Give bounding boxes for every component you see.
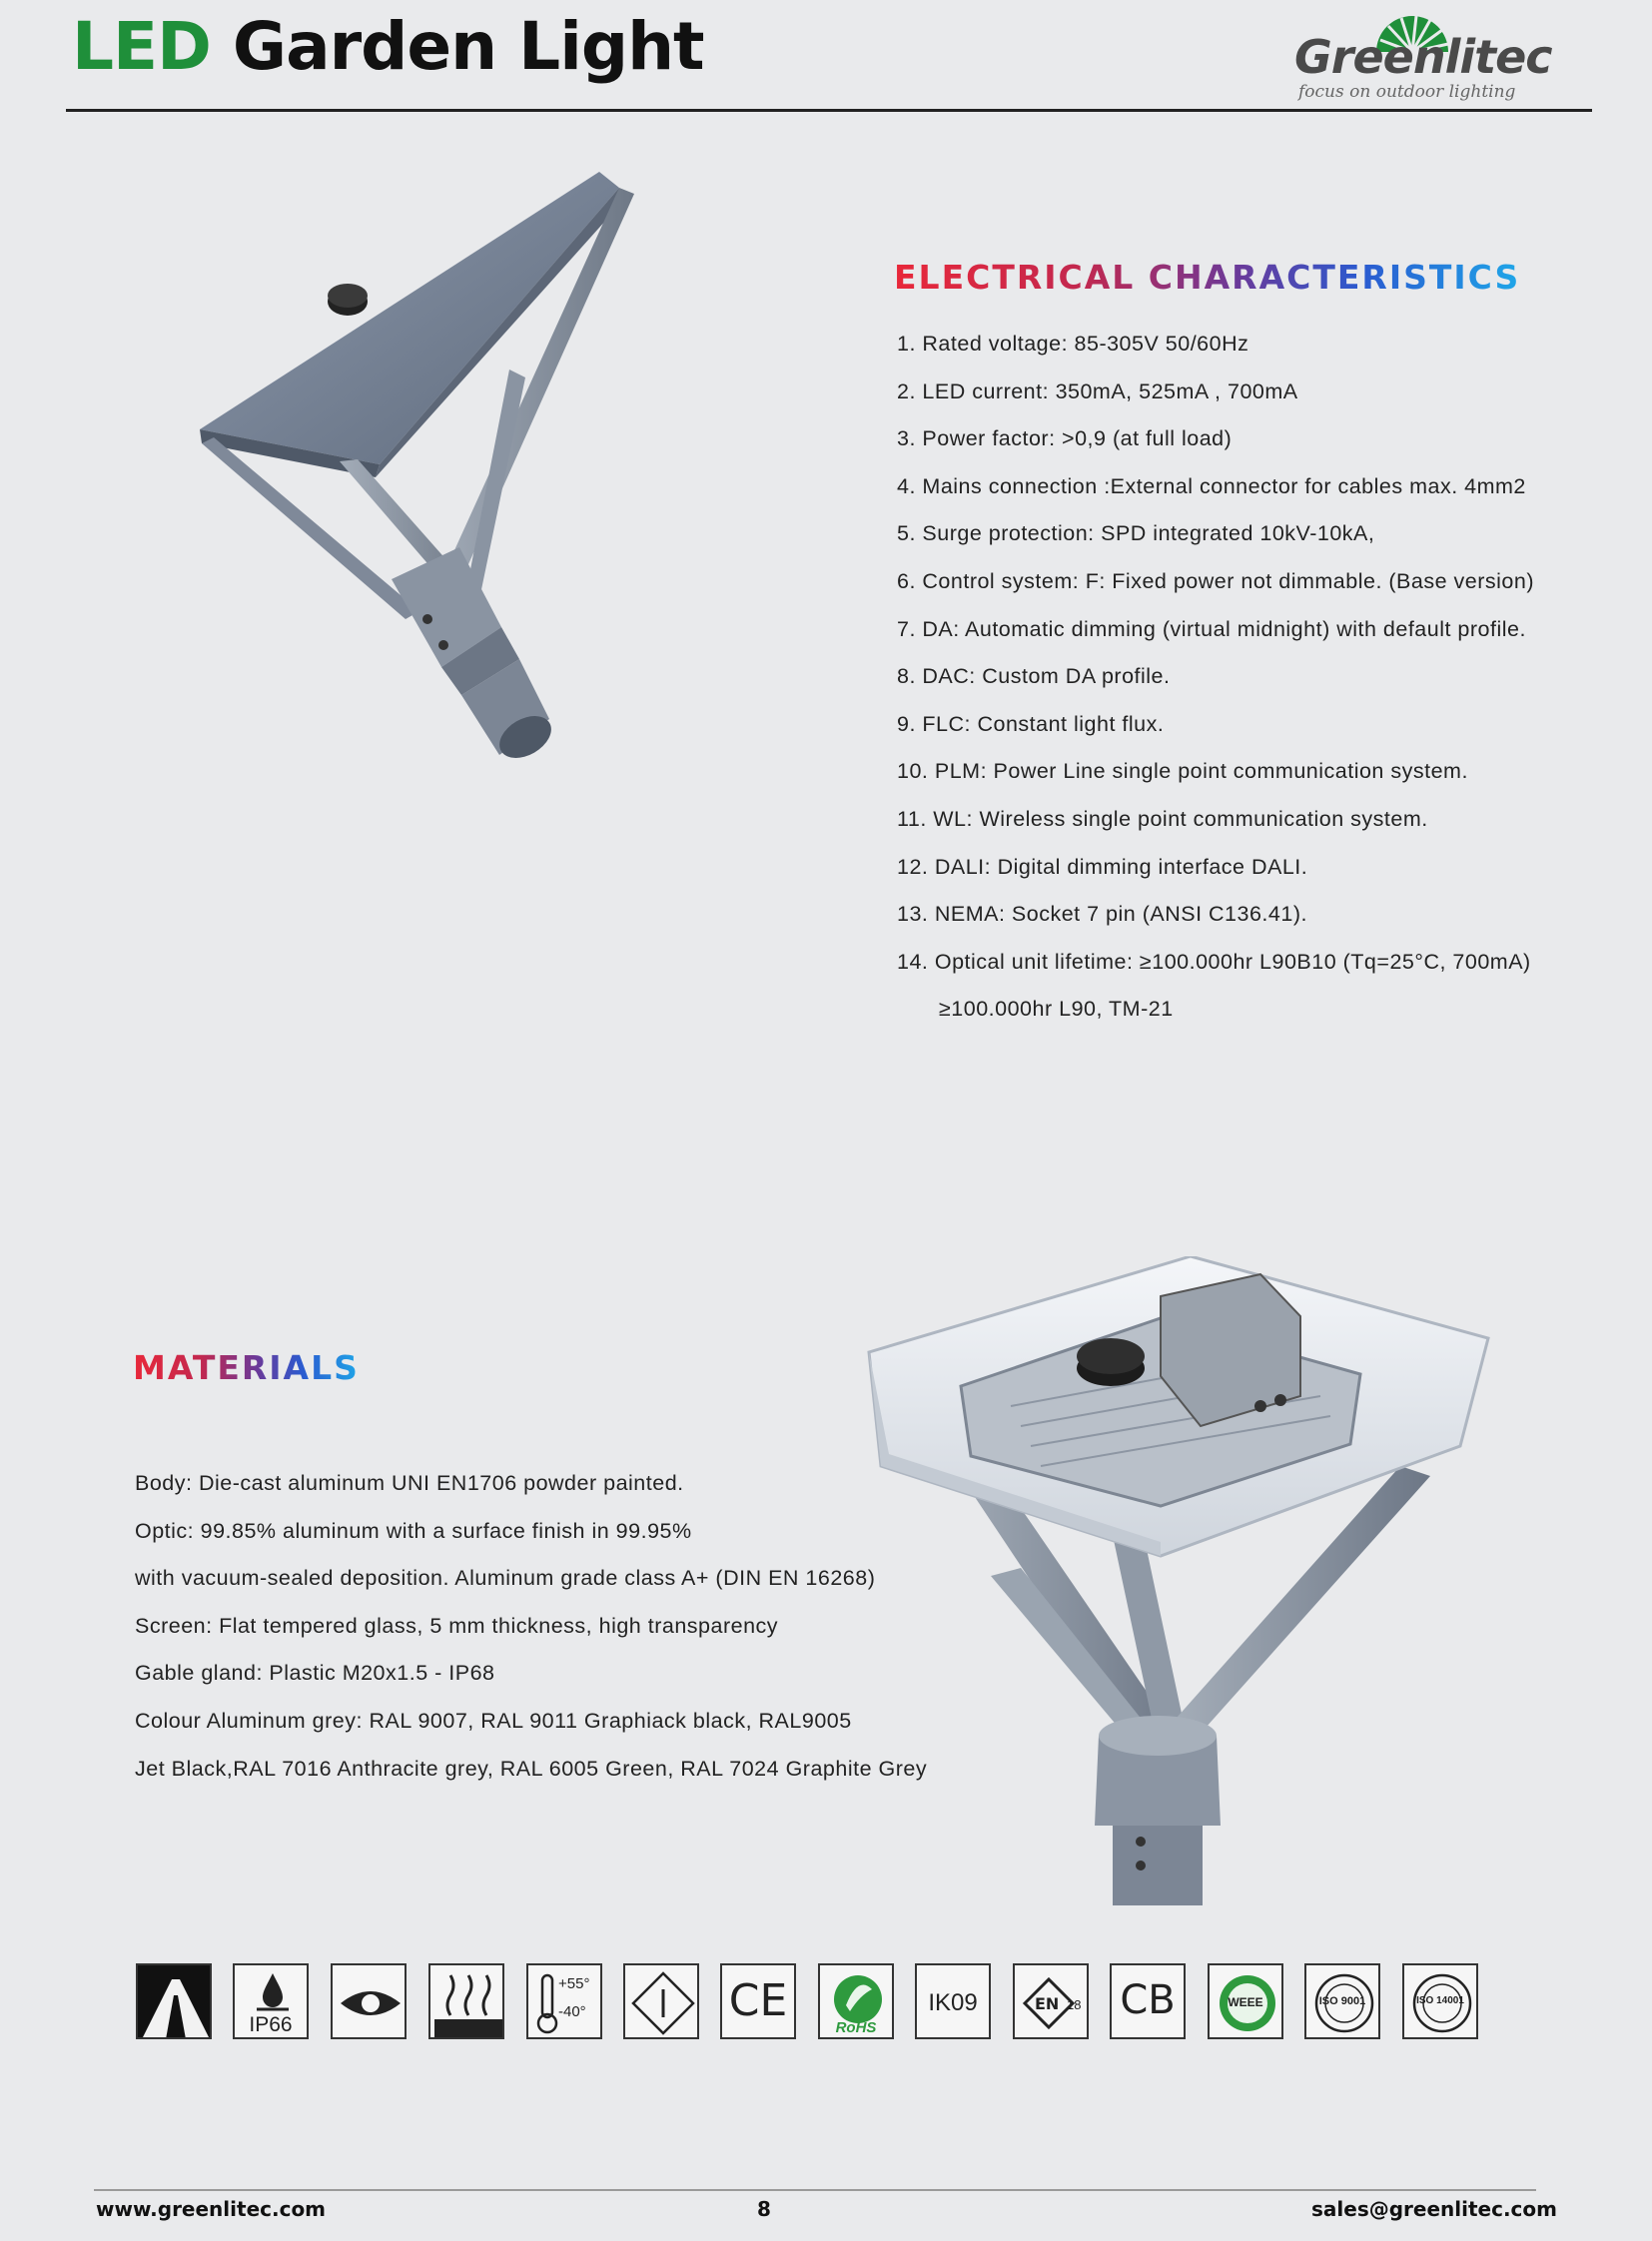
electrical-item: 2. LED current: 350mA, 525mA , 700mA <box>897 378 1298 403</box>
page-title <box>72 8 704 85</box>
product-image-bottom <box>861 1256 1496 1905</box>
electrical-item: 5. Surge protection: SPD integrated 10kV-10kA, <box>897 521 1375 546</box>
iso14001-icon <box>1402 1963 1478 2039</box>
electrical-item: 3. Power factor: >0,9 (at full load) <box>897 426 1233 451</box>
cb-label: CB <box>1120 1977 1176 2023</box>
brand-logo <box>1288 10 1578 106</box>
ip66-label: IP66 <box>249 2013 293 2036</box>
ik09-label: IK09 <box>928 1989 978 2016</box>
electrical-section-title: ELECTRICAL CHARACTERISTICS <box>894 258 1521 297</box>
materials-item: Gable gland: Plastic M20x1.5 - IP68 <box>135 1661 495 1686</box>
ik09-icon <box>915 1963 991 2039</box>
electrical-item: 7. DA: Automatic dimming (virtual midnight) with default profile. <box>897 616 1526 641</box>
footer-email-link[interactable]: sales@greenlitec.com <box>1311 2197 1557 2221</box>
ce-label: CE <box>728 1975 788 2026</box>
electrical-item: 8. DAC: Custom DA profile. <box>897 664 1171 689</box>
footer-website-link[interactable]: www.greenlitec.com <box>96 2197 327 2221</box>
temperature-range-icon <box>526 1963 602 2039</box>
electrical-item: 11. WL: Wireless single point communication system. <box>897 807 1428 831</box>
electrical-item: 13. NEMA: Socket 7 pin (ANSI C136.41). <box>897 902 1307 927</box>
electrical-item: 14. Optical unit lifetime: ≥100.000hr L90B10 (Tq=25°C, 700mA) <box>897 949 1531 974</box>
ip66-icon <box>233 1963 309 2039</box>
weee-icon <box>1208 1963 1283 2039</box>
temp-low-label: -40° <box>558 2003 586 2020</box>
protection-class-icon <box>623 1963 699 2039</box>
iso9001-icon <box>1304 1963 1380 2039</box>
footer-divider <box>94 2189 1536 2191</box>
page-number: 8 <box>757 2197 771 2221</box>
logo-name: Greenlitec <box>1294 30 1552 84</box>
temp-high-label: +55° <box>558 1975 590 1992</box>
electrical-item: 12. DALI: Digital dimming interface DALI. <box>897 854 1308 879</box>
materials-section-title: MATERIALS <box>133 1348 360 1387</box>
electrical-item: 6. Control system: F: Fixed power not dimmable. (Base version) <box>897 569 1534 593</box>
enec-icon <box>1013 1963 1089 2039</box>
logo-tagline: focus on outdoor lighting <box>1298 82 1516 102</box>
electrical-item: 9. FLC: Constant light flux. <box>897 711 1165 736</box>
materials-item: Colour Aluminum grey: RAL 9007, RAL 9011 Graphiack black, RAL9005 <box>135 1709 852 1733</box>
svg-text:EN: EN <box>1035 1994 1060 2013</box>
materials-item: Optic: 99.85% aluminum with a surface finish in 99.95% <box>135 1518 692 1543</box>
title-rest: Garden Light <box>210 8 704 85</box>
product-image-top <box>180 160 759 779</box>
iso14001-label: ISO 14001 <box>1416 1995 1464 2006</box>
certification-icons <box>136 1963 1484 2043</box>
materials-item: with vacuum-sealed deposition. Aluminum grade class A+ (DIN EN 16268) <box>135 1566 876 1591</box>
iso9001-label: ISO 9001 <box>1318 1995 1366 2007</box>
heat-dissipation-icon <box>428 1963 504 2039</box>
materials-item: Body: Die-cast aluminum UNI EN1706 powder painted. <box>135 1471 684 1495</box>
road-lighting-icon <box>136 1963 212 2039</box>
electrical-item: 4. Mains connection :External connector for cables max. 4mm2 <box>897 473 1526 498</box>
materials-item: Jet Black,RAL 7016 Anthracite grey, RAL 6005 Green, RAL 7024 Graphite Grey <box>135 1756 928 1781</box>
header-divider <box>66 109 1592 112</box>
rohs-icon <box>818 1963 894 2039</box>
enec-number: 18 <box>1067 1997 1082 2012</box>
title-accent: LED <box>72 8 211 85</box>
eye-safety-icon <box>331 1963 407 2039</box>
weee-label: WEEE <box>1228 1995 1263 2009</box>
ce-icon <box>720 1963 796 2039</box>
materials-item: Screen: Flat tempered glass, 5 mm thickness, high transparency <box>135 1613 779 1638</box>
electrical-item: 10. PLM: Power Line single point communication system. <box>897 759 1468 784</box>
cb-icon <box>1110 1963 1186 2039</box>
electrical-item: 1. Rated voltage: 85-305V 50/60Hz <box>897 332 1249 356</box>
rohs-label: RoHS <box>835 2019 877 2036</box>
electrical-item: ≥100.000hr L90, TM-21 <box>939 997 1174 1022</box>
